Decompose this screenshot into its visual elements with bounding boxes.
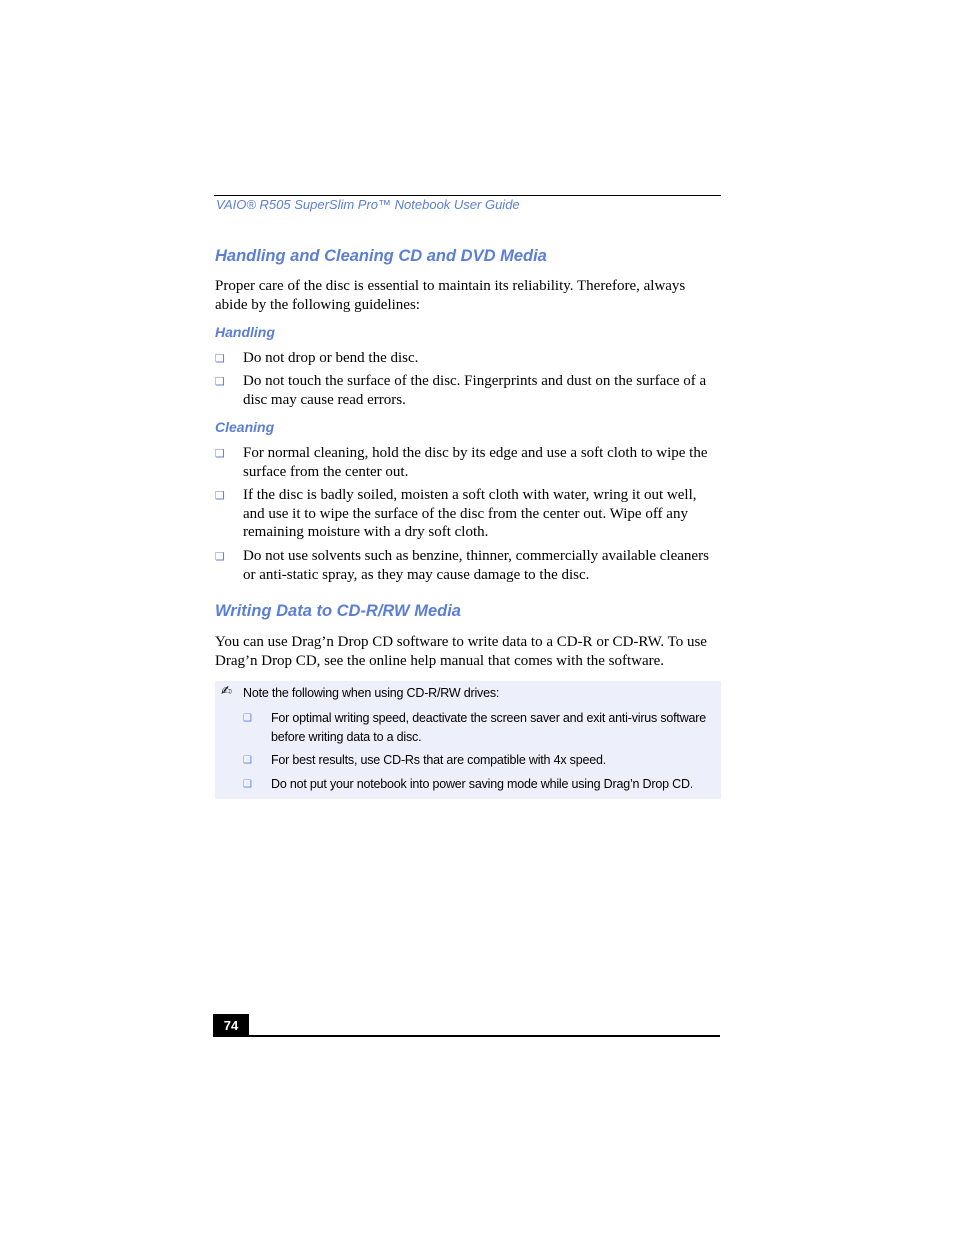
subheading-handling: Handling [215, 324, 275, 340]
note-list-item-text: Do not put your notebook into power saving mode while using Drag’n Drop CD. [271, 777, 694, 791]
list-item [215, 444, 721, 481]
list-item-text: For normal cleaning, hold the disc by its edge and use a soft cloth to wipe the surface from the center out. [243, 445, 708, 480]
list-item [215, 486, 721, 542]
list-item [215, 547, 721, 584]
list-item-text: Do not use solvents such as benzine, thinner, commercially available cleaners or anti-static spray, as they may cause damage to the disc. [243, 548, 709, 583]
checkbox-bullet-icon: ❑ [215, 489, 225, 502]
header-rule [214, 195, 721, 196]
list-item-text: If the disc is badly soiled, moisten a soft cloth with water, wring it out well, and use it to wipe the surface of the disc from the center out. Wipe off any remaining moisture with a dry soft cloth. [243, 487, 697, 540]
checkbox-bullet-icon: ❑ [243, 779, 252, 790]
page-number: 74 [213, 1014, 249, 1037]
list-item [215, 372, 721, 409]
checkbox-bullet-icon: ❑ [215, 352, 225, 365]
list-item-text: Do not touch the surface of the disc. Fingerprints and dust on the surface of a disc may cause read errors. [243, 373, 707, 408]
checkbox-bullet-icon: ❑ [243, 755, 252, 766]
list-item [215, 349, 721, 368]
checkbox-bullet-icon: ❑ [215, 447, 225, 460]
running-header: VAIO® R505 SuperSlim Pro™ Notebook User Guide [216, 197, 520, 212]
note-list-item [243, 775, 713, 794]
note-box [215, 681, 721, 799]
list-item-text: Do not drop or bend the disc. [243, 350, 419, 366]
checkbox-bullet-icon: ❑ [243, 713, 252, 724]
footer-rule [213, 1035, 720, 1037]
note-list-item-text: For best results, use CD-Rs that are compatible with 4x speed. [271, 753, 606, 767]
note-list-item [243, 709, 713, 747]
subheading-cleaning: Cleaning [215, 419, 275, 435]
note-list-item [243, 751, 713, 770]
checkbox-bullet-icon: ❑ [215, 375, 225, 388]
section-heading-handling-cleaning: Handling and Cleaning CD and DVD Media [215, 247, 547, 265]
section-intro: Proper care of the disc is essential to maintain its reliability. Therefore, always abide by the following guidelines: [215, 278, 686, 313]
checkbox-bullet-icon: ❑ [215, 550, 225, 563]
pencil-note-icon: ✍ [221, 684, 232, 699]
note-list-item-text: For optimal writing speed, deactivate the screen saver and exit anti-virus software before writing data to a disc. [271, 711, 706, 744]
note-lead-text: Note the following when using CD-R/RW drives: [243, 686, 500, 700]
section-intro: You can use Drag’n Drop CD software to write data to a CD-R or CD-RW. To use Drag’n Drop CD, see the online help manual that comes with the software. [215, 634, 707, 669]
section-heading-writing-data: Writing Data to CD-R/RW Media [215, 602, 461, 620]
